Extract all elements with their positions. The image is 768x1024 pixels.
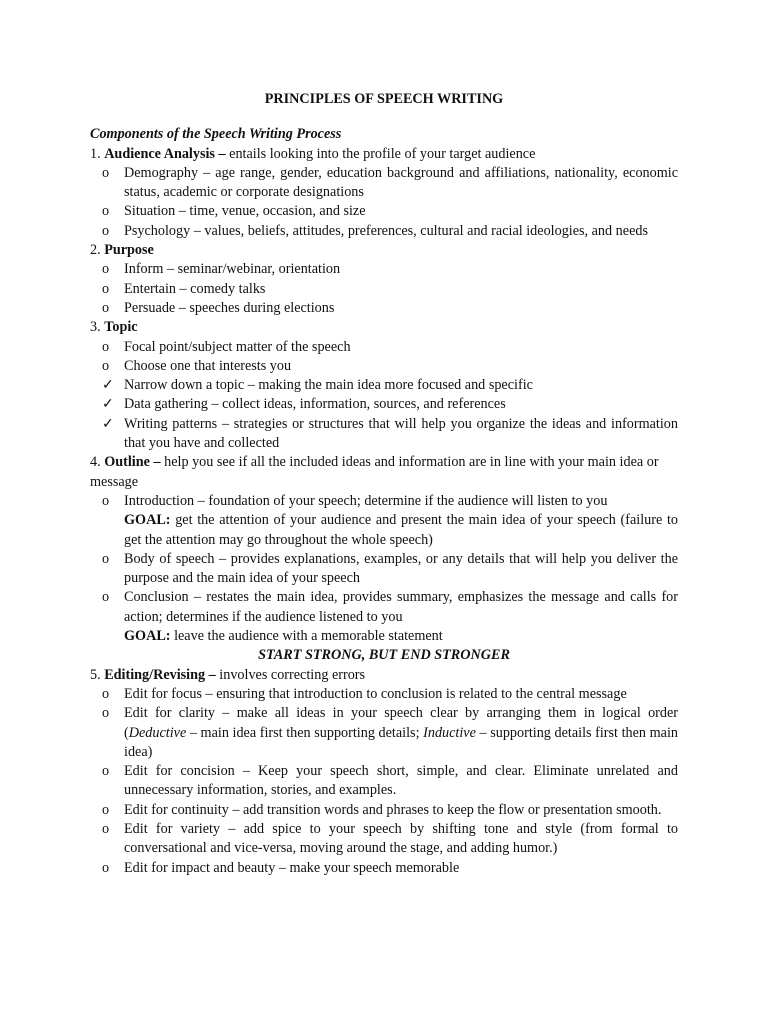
list-item [90, 685, 678, 704]
list-item [90, 280, 678, 299]
goal-text: leave the audience with a memorable statement [170, 628, 443, 645]
goal-label: GOAL: [124, 512, 171, 529]
document-title: PRINCIPLES OF SPEECH WRITING [264, 91, 504, 107]
section-audience-analysis [90, 145, 678, 164]
section-description: involves correcting errors [215, 666, 366, 683]
list-item-text: Introduction – foundation of your speech; determine if the audience will listen to you [124, 492, 608, 509]
list-item-text: Choose one that interests you [124, 357, 292, 374]
list-item [90, 859, 678, 878]
bullet-icon: o [102, 338, 110, 355]
bullet-icon: o [102, 164, 110, 181]
section-heading: Editing/Revising – [104, 666, 216, 683]
bullet-icon: o [102, 280, 110, 297]
goal-text: get the attention of your audience and present the main idea of your speech (failure to get the attention may go throughout the whole speech) [124, 512, 678, 548]
list-item-text: Conclusion – restates the main idea, provides summary, emphasizes the message and calls for action; determines if the audience listened to you [124, 589, 678, 625]
list-item-text: Edit for variety – add spice to your speech by shifting tone and style (from formal to conversational and vice-versa, moving around the stage, and adding humor.) [124, 820, 678, 857]
list-item-text: – supporting details first then main idea) [124, 724, 678, 760]
bullet-icon: o [102, 705, 110, 722]
section-heading: Topic [104, 319, 138, 336]
section-number: 3. [90, 319, 101, 336]
audience-analysis-list [90, 164, 678, 241]
bullet-icon: o [102, 589, 110, 606]
list-item [90, 588, 678, 627]
bullet-icon: o [102, 685, 110, 702]
bullet-icon: o [102, 299, 110, 316]
list-item-text: Edit for impact and beauty – make your speech memorable [124, 859, 460, 876]
list-item-text: Data gathering – collect ideas, information, sources, and references [124, 396, 506, 413]
section-topic [90, 318, 678, 337]
bullet-icon: o [102, 801, 110, 818]
editing-list [90, 685, 678, 878]
document-page [90, 90, 678, 878]
list-item-text: Psychology – values, beliefs, attitudes, preferences, cultural and racial ideologies, and needs [124, 222, 648, 239]
checkmark-icon: ✓ [102, 415, 114, 432]
bullet-icon: o [102, 222, 110, 239]
list-item [90, 820, 678, 859]
section-description: entails looking into the profile of your target audience [225, 145, 536, 162]
list-item [90, 357, 678, 376]
bullet-icon: o [102, 550, 110, 567]
bullet-icon: o [102, 820, 110, 837]
inductive-term: Inductive [423, 724, 476, 741]
bullet-icon: o [102, 492, 110, 509]
list-item [90, 202, 678, 221]
list-item [90, 762, 678, 801]
list-item-text: Narrow down a topic – making the main idea more focused and specific [124, 377, 533, 394]
list-item-text: Edit for focus – ensuring that introduction to conclusion is related to the central message [124, 685, 627, 702]
list-item-text: Focal point/subject matter of the speech [124, 338, 351, 355]
section-number: 4. [90, 454, 101, 471]
list-item-text: Persuade – speeches during elections [124, 299, 335, 316]
list-item-text: Entertain – comedy talks [124, 280, 266, 297]
section-heading: Purpose [104, 242, 154, 259]
deductive-term: Deductive [128, 724, 187, 741]
list-item-text: Situation – time, venue, occasion, and size [124, 203, 366, 220]
bullet-icon: o [102, 261, 110, 278]
section-purpose [90, 241, 678, 260]
section-heading: Outline – [104, 454, 161, 471]
section-description: help you see if all the included ideas and information are in line with your main idea or message [90, 454, 659, 490]
bullet-icon: o [102, 763, 110, 780]
emphasis-statement: START STRONG, BUT END STRONGER [258, 647, 510, 664]
list-item [90, 550, 678, 589]
section-outline [90, 453, 678, 492]
list-item [90, 801, 678, 820]
bullet-icon: o [102, 203, 110, 220]
goal-label: GOAL: [124, 628, 171, 645]
list-item-text: Demography – age range, gender, education background and affiliations, nationality, economic status, academic or corporate designations [124, 164, 678, 201]
goal-note [90, 511, 678, 550]
topic-list [90, 338, 678, 454]
outline-list-continued [90, 550, 678, 627]
checkmark-icon: ✓ [102, 377, 114, 394]
bullet-icon: o [102, 859, 110, 876]
outline-list [90, 492, 678, 511]
section-number: 5. [90, 666, 101, 683]
section-number: 1. [90, 145, 101, 162]
list-item-text: Edit for clarity – make all ideas in your speech clear by arranging them in logical order ( [124, 705, 678, 741]
list-item [90, 338, 678, 357]
list-item-text: Edit for concision – Keep your speech short, simple, and clear. Eliminate unrelated and unnecessary information, stories, and examples. [124, 763, 678, 799]
list-item [90, 260, 678, 279]
list-item-text: Edit for continuity – add transition words and phrases to keep the flow or presentation smooth. [124, 801, 662, 818]
section-heading: Audience Analysis – [104, 145, 226, 162]
list-item-text: Body of speech – provides explanations, examples, or any details that will help you deliver the purpose and the main idea of your speech [124, 550, 678, 587]
list-item [90, 376, 678, 395]
list-item [90, 704, 678, 762]
checkmark-icon: ✓ [102, 396, 114, 413]
goal-note [90, 627, 678, 646]
purpose-list [90, 260, 678, 318]
list-item [90, 492, 678, 511]
list-item [90, 415, 678, 454]
list-item [90, 222, 678, 241]
list-item-text: Writing patterns – strategies or structures that will help you organize the ideas and information that you have and collected [124, 415, 678, 452]
list-item [90, 395, 678, 414]
bullet-icon: o [102, 357, 110, 374]
list-item [90, 164, 678, 203]
section-number: 2. [90, 242, 101, 259]
list-item [90, 299, 678, 318]
subheading: Components of the Speech Writing Process [90, 126, 342, 143]
list-item-text: Inform – seminar/webinar, orientation [124, 261, 341, 278]
section-editing-revising [90, 666, 678, 685]
list-item-text: – main idea first then supporting details; [186, 724, 424, 741]
